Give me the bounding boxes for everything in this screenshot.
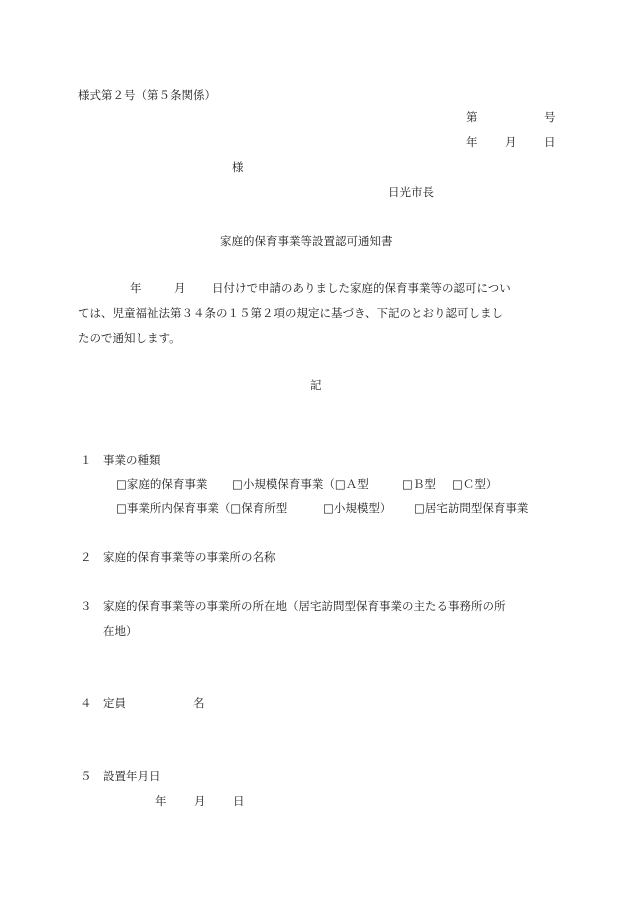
item5-label: 設置年月日 <box>103 769 161 783</box>
body-line1-year: 年 <box>130 281 142 295</box>
body-line3: たので通知します。 <box>78 331 181 345</box>
item1-number: １ <box>80 453 92 467</box>
item2-label: 家庭的保育事業等の事業所の名称 <box>103 550 276 564</box>
item2-number: ２ <box>80 550 92 564</box>
date-month: 月 <box>505 135 517 149</box>
item1-option-shokibokei: □小規模型） <box>323 501 392 515</box>
item1-option-c: □Ｃ型） <box>452 477 498 491</box>
item5-date-month: 月 <box>194 794 206 808</box>
item3-number: ３ <box>80 599 92 613</box>
item1-option-b: □Ｂ型 <box>402 477 436 491</box>
date-day: 日 <box>544 135 556 149</box>
item3-label-line2: 在地） <box>103 624 138 638</box>
item5-number: ５ <box>80 769 92 783</box>
body-line1-rest: 日付けで申請のありました家庭的保育事業等の認可につい <box>212 281 511 295</box>
body-line1-month: 月 <box>174 281 186 295</box>
body-line2: ては、児童福祉法第３４条の１５第２項の規定に基づき、下記のとおり認可しまし <box>78 306 504 320</box>
date-year: 年 <box>466 135 478 149</box>
item4-label: 定員 <box>103 696 126 710</box>
item1-option-kateiteki: □家庭的保育事業 <box>116 477 208 491</box>
item3-label-line1: 家庭的保育事業等の事業所の所在地（居宅訪問型保育事業の主たる事務所の所 <box>103 599 506 613</box>
ki-marker: 記 <box>310 378 322 392</box>
doc-number-suffix: 号 <box>544 110 556 124</box>
item4-number: ４ <box>80 696 92 710</box>
addressee-suffix: 様 <box>232 160 244 174</box>
item4-unit: 名 <box>193 696 205 710</box>
issuer: 日光市長 <box>388 185 434 199</box>
item1-option-kyotaku: □居宅訪問型保育事業 <box>414 501 529 515</box>
item1-option-jigyosho-hoikusho: □事業所内保育事業（□保育所型 <box>116 501 288 515</box>
doc-number-prefix: 第 <box>466 110 478 124</box>
document-title: 家庭的保育事業等設置認可通知書 <box>220 234 393 248</box>
form-label: 様式第２号（第５条関係） <box>78 88 216 102</box>
item1-label: 事業の種類 <box>103 453 161 467</box>
item5-date-day: 日 <box>233 794 245 808</box>
item1-option-shokibo-a: □小規模保育事業（□Ａ型 <box>232 477 369 491</box>
item5-date-year: 年 <box>155 794 167 808</box>
